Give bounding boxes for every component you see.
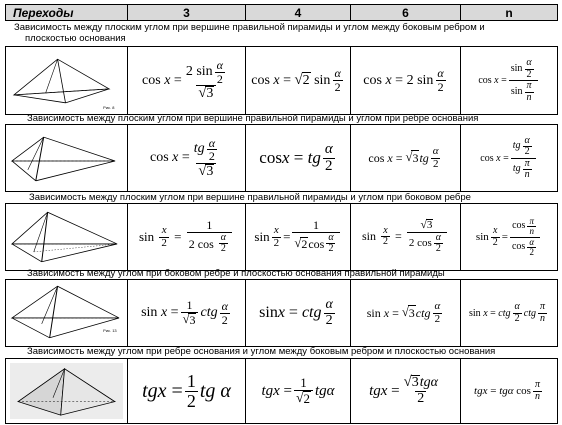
formula-s2-n3: cos x = tg $\frac{\alpha}{2}$ √ 3 xyxy=(128,125,246,191)
section-4 xyxy=(5,268,558,333)
figure-caption: Рис. 13 xyxy=(103,327,117,333)
section-1-title-line1: Зависимость между плоским углом при вершине правильной пирамиды и углом между боковым ребром и xyxy=(14,22,485,33)
formula-s2-n6: cos x = √ 3 tg $\frac{\alpha}{2}$ xyxy=(351,125,461,191)
header-col-3: 3 xyxy=(128,5,246,20)
formula-s5-n4: tg x = 1 √ 2 tg α xyxy=(246,359,351,423)
formula-s5-n3: tg x = $\frac{1}{2}$ tg α xyxy=(128,359,246,423)
formula-s2-nn: cos x = tg $\frac{\alpha}{2}$ tg $\frac{\pi}{n}$ xyxy=(461,125,557,191)
section-3 xyxy=(5,192,558,257)
header-col-n: n xyxy=(505,5,513,20)
section-3-row xyxy=(5,203,558,271)
formula-s2-n4: cos x = tg $\frac{\alpha}{2}$ xyxy=(246,125,351,191)
pyramid-figure-3 xyxy=(6,204,128,270)
header-transitions: Переходы xyxy=(6,5,128,20)
table-header xyxy=(5,4,558,21)
section-2 xyxy=(5,113,558,180)
pyramid-figure-5 xyxy=(6,359,128,423)
section-1-title-line2: плоскостью основания xyxy=(25,33,126,44)
formula-s3-n3: sin $\frac{x}{2}$ = 1 2 cos $\frac{\alpha}{2}$ xyxy=(128,204,246,270)
section-4-title: Зависимость между углом при боковом ребре и плоскостью основания правильной пирамиды xyxy=(27,268,445,279)
pyramid-figure-2 xyxy=(6,125,128,191)
formula-s4-n4: sin x = ctg $\frac{\alpha}{2}$ xyxy=(246,280,351,346)
header-col-4: 4 xyxy=(246,5,351,20)
section-2-title: Зависимость между плоским углом при вершине правильной пирамиды и углом при ребре основания xyxy=(27,113,479,124)
figure-caption: Рис. 8 xyxy=(103,104,115,110)
pyramid-figure-1 xyxy=(6,47,128,114)
section-1-row xyxy=(5,46,558,115)
header-col-6: 6 xyxy=(351,5,461,20)
formula-s1-nn: cos x = sin $\frac{\alpha}{2}$ sin $\frac{\pi}{n}$ xyxy=(461,47,557,114)
formula-s4-n6: sin x = √ 3 ctg $\frac{\alpha}{2}$ xyxy=(351,280,461,346)
formula-s1-n3: cos x = 2 sin $\frac{\alpha}{2}$ √ 3 xyxy=(128,47,246,114)
pyramid-figure-4 xyxy=(6,280,128,346)
section-1 xyxy=(5,22,558,110)
formula-s5-n6: tg x = √ 3 tg α 2 xyxy=(351,359,461,423)
section-2-row xyxy=(5,124,558,192)
section-3-title: Зависимость между плоским углом при вершине правильной пирамиды и углом при боковом ребре xyxy=(29,192,471,203)
formula-s5-nn: tg x = tg α cos $\frac{\pi}{n}$ xyxy=(474,379,540,402)
formula-s3-n4: sin $\frac{x}{2}$ = 1 √ 2 cos $\frac{\alpha}{2}$ xyxy=(246,204,351,270)
section-5-title: Зависимость между углом при ребре основания и углом между боковым ребром и плоскостью основания xyxy=(27,346,496,357)
formula-s4-n3: sin x = 1 √ 3 ctg $\frac{\alpha}{2}$ xyxy=(128,280,246,346)
formula-s1-n6: cos x = 2 sin $\frac{\alpha}{2}$ xyxy=(351,47,461,114)
formula-s3-nn: sin $\frac{x}{2}$ = cos $\frac{\pi}{n}$ cos $\frac{\alpha}{2}$ xyxy=(461,204,557,270)
formula-s1-n4: cos x = √ 2 sin $\frac{\alpha}{2}$ xyxy=(246,47,351,114)
section-4-row xyxy=(5,279,558,347)
formula-s4-nn: sin x = ctg $\frac{\alpha}{2}$ ctg $\frac{\pi}{n}$ xyxy=(469,301,545,324)
formula-s3-n6: sin $\frac{x}{2}$ = √ 3 2 cos $\frac{\alpha}{2}$ xyxy=(351,204,461,270)
section-5-row xyxy=(5,358,558,424)
section-5 xyxy=(5,346,558,411)
